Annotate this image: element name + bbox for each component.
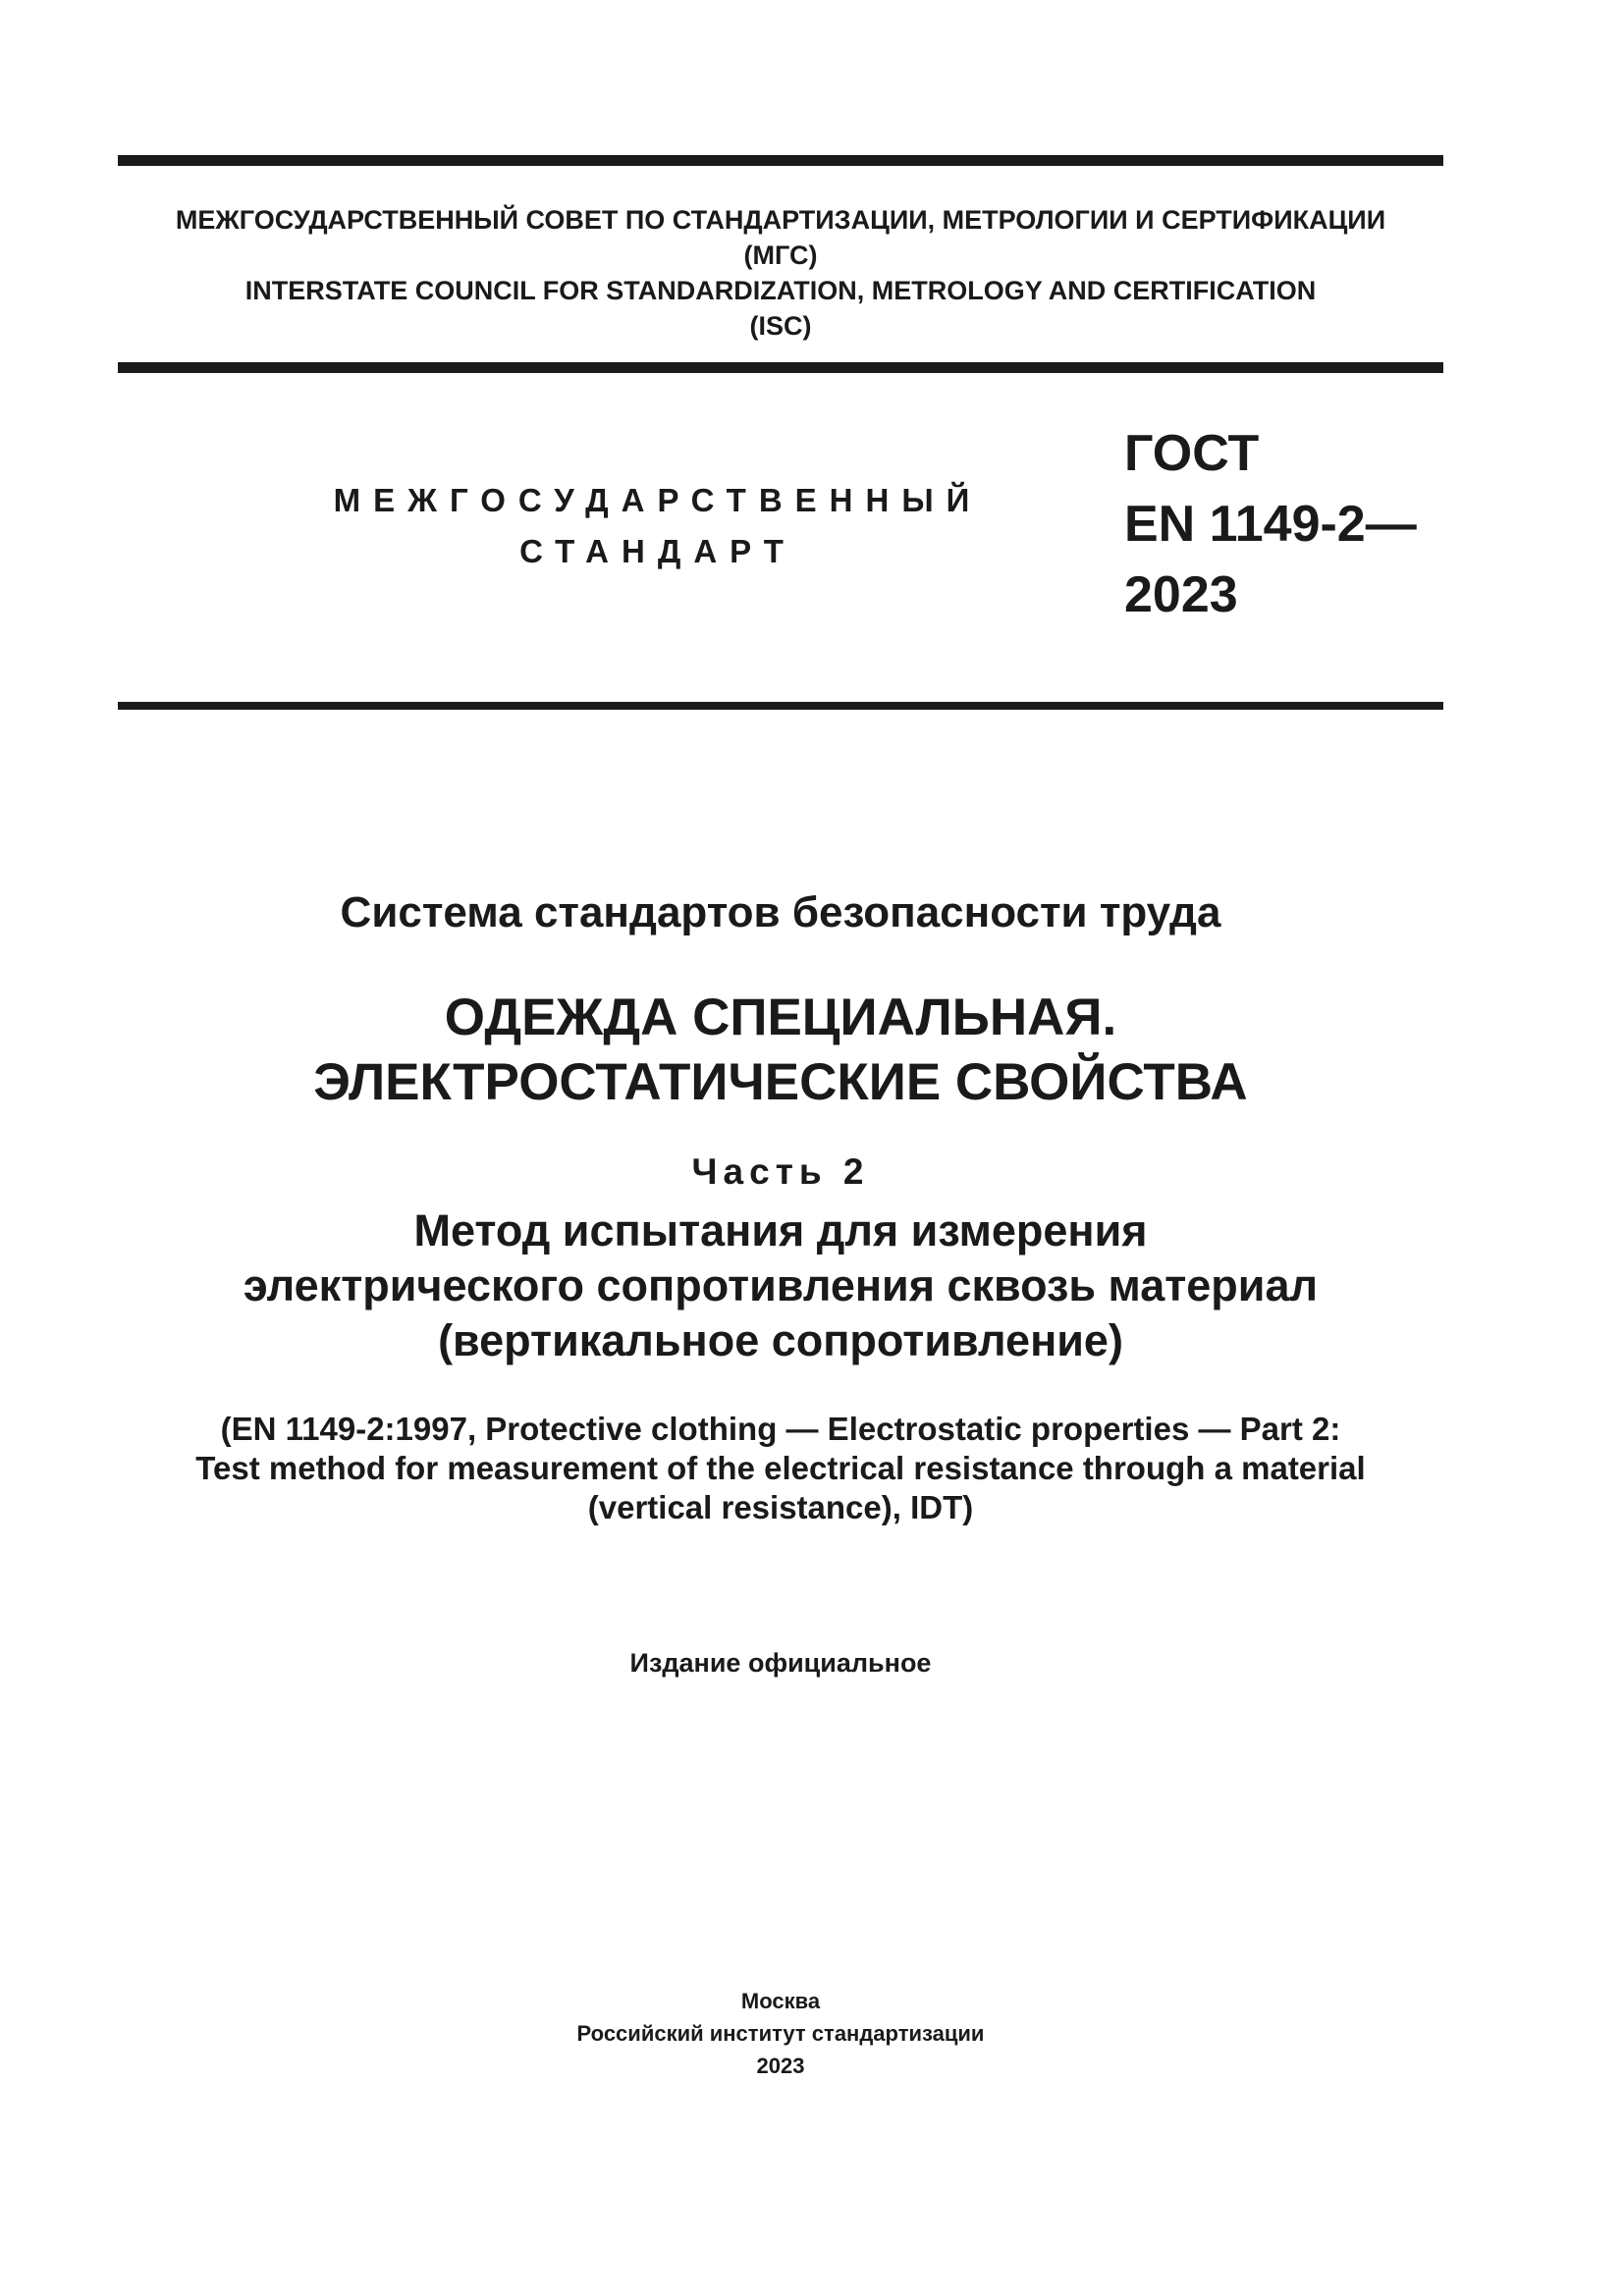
designation-line3: 2023 [1124, 566, 1238, 623]
subtitle-line2: электрического сопротивления сквозь материал [243, 1260, 1319, 1310]
part-label-text: Часть 2 [691, 1151, 870, 1192]
council-header [118, 202, 1443, 344]
standard-kind-line1: МЕЖГОСУДАРСТВЕННЫЙ [333, 482, 983, 518]
subtitle [118, 1203, 1443, 1368]
standard-kind [295, 475, 1021, 577]
imprint-publisher: Российский институт стандартизации [576, 2021, 985, 2046]
series-title [118, 883, 1443, 942]
series-title-text: Система стандартов безопасности труда [340, 888, 1221, 936]
council-abbr-ru: (МГС) [743, 240, 818, 270]
top-rule [118, 155, 1443, 166]
designation-line1: ГОСТ [1124, 425, 1260, 482]
designation-line2: EN 1149-2— [1124, 496, 1417, 553]
en-reference-line1: (EN 1149-2:1997, Protective clothing — Electrostatic properties — Part 2: [220, 1411, 1341, 1447]
main-title [118, 986, 1443, 1115]
imprint-city: Москва [740, 1989, 821, 2013]
council-name-ru: МЕЖГОСУДАРСТВЕННЫЙ СОВЕТ ПО СТАНДАРТИЗАЦИИ, МЕТРОЛОГИИ И СЕРТИФИКАЦИИ [175, 205, 1386, 235]
standard-designation [1124, 418, 1417, 630]
main-title-line2: ЭЛЕКТРОСТАТИЧЕСКИЕ СВОЙСТВА [313, 1053, 1248, 1111]
bottom-rule [118, 702, 1443, 710]
imprint [118, 1985, 1443, 2082]
en-reference-line3: (vertical resistance), IDT) [587, 1489, 974, 1525]
subtitle-line1: Метод испытания для измерения [413, 1205, 1148, 1255]
imprint-year: 2023 [756, 2054, 805, 2078]
standard-kind-line2: СТАНДАРТ [519, 533, 796, 569]
part-label [118, 1147, 1443, 1198]
edition-note [118, 1645, 1443, 1681]
main-title-line1: ОДЕЖДА СПЕЦИАЛЬНАЯ. [444, 988, 1117, 1046]
edition-note-text: Издание официальное [629, 1648, 932, 1678]
en-reference-line2: Test method for measurement of the electrical resistance through a material [195, 1450, 1366, 1486]
council-abbr-en: (ISC) [749, 311, 812, 341]
council-name-en: INTERSTATE COUNCIL FOR STANDARDIZATION, METROLOGY AND CERTIFICATION [244, 276, 1317, 305]
en-reference [118, 1410, 1443, 1527]
middle-rule [118, 362, 1443, 373]
subtitle-line3: (вертикальное сопротивление) [438, 1315, 1123, 1365]
